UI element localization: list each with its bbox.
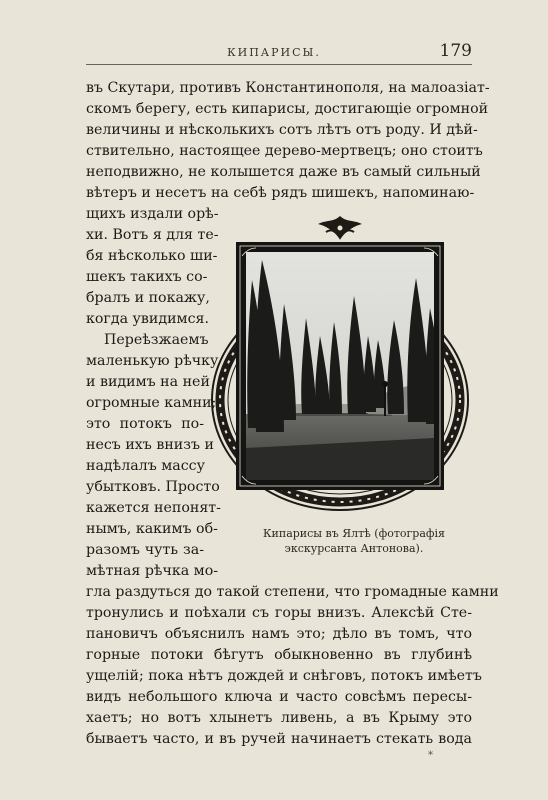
- caption-line: Кипарисы въ Ялтѣ (фотографiя: [263, 527, 445, 540]
- text-line: щихъ издали орѣ-: [86, 206, 219, 222]
- text-line: ствительно, настоящее дерево-мертвецъ; оно стоитъ: [86, 143, 483, 159]
- text-line: скомъ берегу, есть кипарисы, достигающiе огромной: [86, 101, 489, 117]
- text-line: несъ ихъ внизъ и: [86, 437, 214, 453]
- footnote-mark: *: [428, 750, 433, 761]
- text-line: шекъ такихъ со-: [86, 269, 208, 285]
- fleuron-ornament: [318, 216, 362, 238]
- header-rule: [86, 64, 472, 65]
- text-line: нымъ, какимъ об-: [86, 521, 218, 537]
- text-line: бралъ и покажу,: [86, 290, 210, 306]
- text-line: хаетъ; но вотъ хлынетъ ливень, а въ Крыму это: [86, 710, 472, 726]
- figure-caption: [236, 526, 472, 556]
- text-line: въ Скутари, противъ Константинополя, на малоазiат-: [86, 80, 490, 96]
- page-number: 179: [439, 41, 472, 61]
- text-line: неподвижно, не колышется даже въ самый сильный: [86, 164, 481, 180]
- text-line: бываетъ часто, и въ ручей начинаетъ стекать вода: [86, 731, 472, 747]
- text-line: хи. Вотъ я для те-: [86, 227, 219, 243]
- text-line: разомъ чуть за-: [86, 542, 204, 558]
- cypress-photo-figure: [208, 208, 472, 520]
- text-line: тронулись и поѣхали съ горы внизъ. Алексѣй Сте-: [86, 605, 472, 621]
- text-line: надѣлалъ массу: [86, 458, 205, 474]
- caption-line: экскурсанта Антонова).: [284, 542, 424, 555]
- text-line: маленькую рѣчку: [86, 353, 219, 369]
- text-line: вѣтеръ и несетъ на себѣ рядъ шишекъ, напоминаю-: [86, 185, 475, 201]
- text-line: мѣтная рѣчка мо-: [86, 563, 219, 579]
- text-line: видъ небольшого ключа и часто совсѣмъ пересы-: [86, 689, 472, 705]
- photograph: [246, 252, 434, 480]
- text-line: когда увидимся.: [86, 311, 209, 327]
- text-line: бя нѣсколько ши-: [86, 248, 218, 264]
- text-line: гла раздуться до такой степени, что громадные камни: [86, 584, 499, 600]
- text-line: пановичъ объяснилъ намъ это; дѣло въ томъ, что: [86, 626, 472, 642]
- text-line: кажется непонят-: [86, 500, 221, 516]
- text-line: ущелiй; пока нѣтъ дождей и снѣговъ, потокъ имѣетъ: [86, 668, 482, 684]
- text-line: и видимъ на ней: [86, 374, 210, 390]
- text-line: величины и нѣсколькихъ сотъ лѣтъ отъ роду. И дѣй-: [86, 122, 478, 138]
- text-line: убытковъ. Просто: [86, 479, 220, 495]
- text-line: горные потоки бѣгутъ обыкновенно въ глубинѣ: [86, 647, 472, 663]
- paragraph-start-line: Переѣзжаемъ: [104, 332, 209, 348]
- text-line: огромные камни;: [86, 395, 217, 411]
- running-header-title: КИПАРИСЫ.: [227, 46, 321, 59]
- text-line: это потокъ по-: [86, 416, 204, 432]
